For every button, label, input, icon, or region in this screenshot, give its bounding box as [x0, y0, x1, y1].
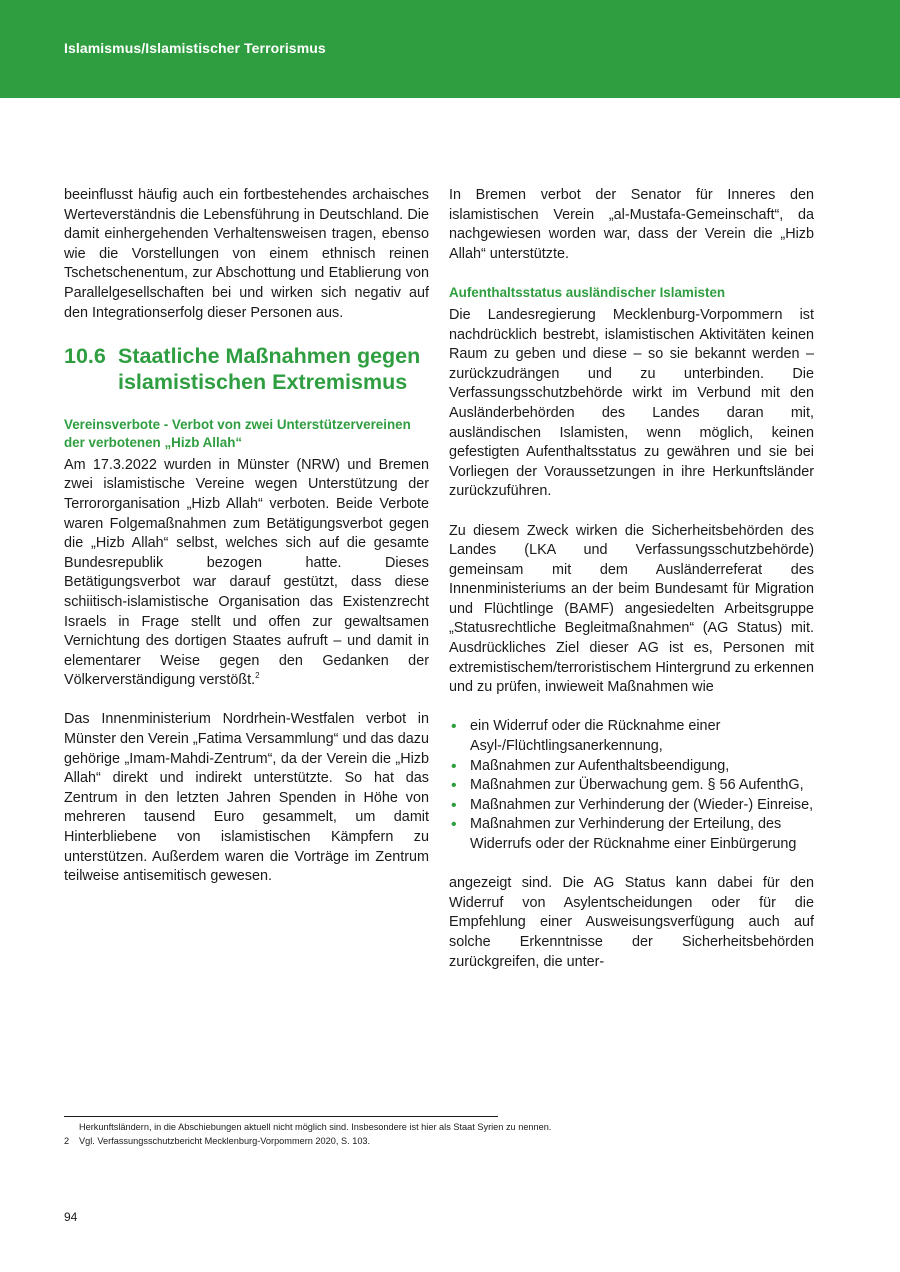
list-item: • Maßnahmen zur Aufenthaltsbeendigung,	[449, 757, 814, 777]
list-item: • Maßnahmen zur Verhinderung der Erteilung, des Widerrufs oder der Rücknahme einer Einbürgerung	[449, 815, 814, 854]
footnote-mark-empty	[64, 1120, 79, 1134]
paragraph-landesregierung: Die Landesregierung Mecklenburg-Vorpommern ist nachdrücklich bestrebt, islamistischen Aktivitäten keinen Raum zu geben und diese – so sie bekannt werden – zurückzudrängen und zu unterbinden. Die Verfassungsschutzbehörde wirkt im Verbund mit den Ausländerbehörden des Landes daran mit, ausländischen Islamisten, wenn möglich, keinen gefestigten Aufenthaltsstatus zu gewähren und sie bei Vorliegen der Voraussetzungen in ihre Herkunftsländer zurückzuführen.	[449, 306, 814, 500]
footnote-text: Herkunftsländern, in die Abschiebungen aktuell nicht möglich sind. Insbesondere ist hier als Staat Syrien zu nennen.	[79, 1122, 552, 1132]
paragraph-text: Am 17.3.2022 wurden in Münster (NRW) und Bremen zwei islamistische Vereine wegen Unterstützung der Terrororganisation „Hizb Allah“ verboten. Beide Verbote waren Folgemaßnahmen zum Betätigungsverbot gegen die „Hizb Allah“ selbst, welches sich auf die gesamte Bundesrepublik bezogen hatte. Dieses Betätigungsverbot war darauf gestützt, dass diese schiitisch-islamistische Organisation das Existenzrecht Israels in Frage stellt und offen zur gewaltsamen Vernichtung des dortigen Staates aufruft – und damit in elementarer Weise gegen den Gedanken der Völkerverständigung verstößt.	[64, 456, 429, 689]
paragraph-ag-status: Zu diesem Zweck wirken die Sicherheitsbehörden des Landes (LKA und Verfassungsschutzbehörde) gemeinsam mit dem Ausländerreferat des Innenministeriums an der beim Bundesamt für Migration und Flüchtlinge (BAMF) angesiedelten Arbeitsgruppe „Statusrechtliche Begleitmaßnahmen“ (AG Status) mit. Ausdrückliches Ziel dieser AG ist es, Personen mit extremistischem/terroristischem Hintergrund zu erkennen und zu prüfen, inwieweit Maßnahmen wie	[449, 522, 814, 696]
footnote-reference[interactable]: 2	[255, 671, 260, 681]
list-item: • Maßnahmen zur Verhinderung der (Wieder-) Einreise,	[449, 796, 814, 816]
right-column	[449, 186, 814, 992]
section-title: Staatliche Maßnahmen gegen islamistischen Extremismus	[118, 343, 421, 395]
footnote-divider	[64, 1116, 498, 1117]
page-number: 94	[64, 1210, 78, 1224]
running-header-title: Islamismus/Islamistischer Terrorismus	[64, 40, 326, 56]
subheading-vereinsverbote: Vereinsverbote - Verbot von zwei Unterstützervereinen der verbotenen „Hizb Allah“	[64, 416, 411, 450]
subheading-aufenthaltsstatus: Aufenthaltsstatus ausländischer Islamisten	[449, 284, 726, 300]
footnote-2	[64, 1134, 764, 1148]
measures-list	[449, 717, 814, 854]
footnote-mark: 2	[64, 1136, 70, 1146]
section-number: 10.6	[64, 343, 106, 368]
footnote-text: Vgl. Verfassungsschutzbericht Mecklenburg-Vorpommern 2020, S. 103.	[79, 1136, 371, 1146]
list-item: • ein Widerruf oder die Rücknahme einer Asyl-/Flüchtlingsanerkennung,	[449, 717, 814, 756]
intro-paragraph: beeinflusst häufig auch ein fortbestehendes archaisches Werteverständnis die Lebensführung in Deutschland. Die damit einhergehenden Verhaltensweisen tragen, ebenso wie die Vorstellungen von einem ethnisch reinen Tschetschenentum, zur Abschottung und Etablierung von Parallelgesellschaften bei und wirken sich negativ auf den Integrationserfolg dieser Personen aus.	[64, 187, 429, 321]
section-heading	[64, 343, 429, 396]
paragraph-verbot-muenster-bremen	[64, 456, 429, 691]
footnotes	[64, 1120, 764, 1148]
footnote-continued	[64, 1120, 764, 1134]
paragraph-innenministerium-nrw: Das Innenministerium Nordrhein-Westfalen verbot in Münster den Verein „Fatima Versammlung“ und das dazu gehörige „Imam-Mahdi-Zentrum“, da der Verein die „Hizb Allah“ direkt und indirekt unterstützte. So hat das Zentrum in den letzten Jahren Spenden in Höhe von mehreren tausend Euro gesammelt, um damit Hinterbliebene von islamistischen Kämpfern zu unterstützen. Außerdem waren die Vorträge im Zentrum teilweise antisemitisch gewesen.	[64, 711, 429, 885]
paragraph-angezeigt: angezeigt sind. Die AG Status kann dabei für den Widerruf von Asylentscheidungen oder für die Empfehlung einer Ausweisungsverfügung auch auf solche Erkenntnisse der Sicherheitsbehörden zurückgreifen, die unter-	[449, 875, 814, 970]
list-item: • Maßnahmen zur Überwachung gem. § 56 AufenthG,	[449, 776, 814, 796]
paragraph-bremen: In Bremen verbot der Senator für Inneres den islamistischen Verein „al-Mustafa-Gemeinschaft“, da nachgewiesen worden war, dass der Verein die „Hizb Allah“ unterstützte.	[449, 187, 814, 262]
header-band	[0, 0, 900, 98]
left-column	[64, 186, 429, 906]
